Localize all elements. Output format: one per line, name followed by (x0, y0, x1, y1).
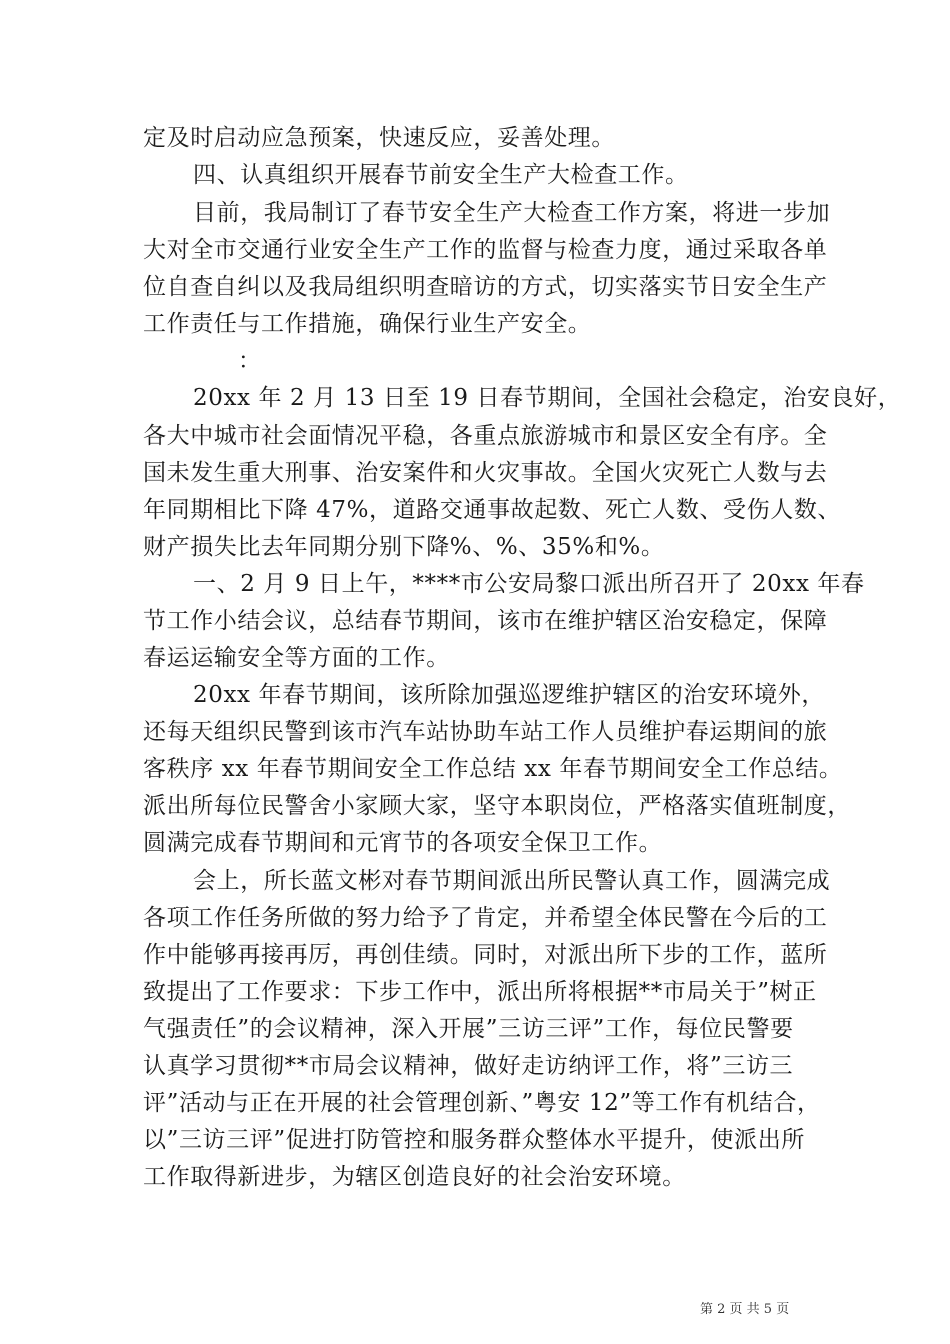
text-line: 各项工作任务所做的努力给予了肯定，并希望全体民警在今后的工 (143, 905, 828, 931)
page-number: 第 2 页 共 5 页 (700, 1302, 790, 1317)
text-line: 圆满完成春节期间和元宵节的各项安全保卫工作。 (143, 830, 663, 856)
text-line: 大对全市交通行业安全生产工作的监督与检查力度，通过采取各单 (143, 237, 828, 263)
text-line: 节工作小结会议，总结春节期间，该市在维护辖区治安稳定，保障 (143, 608, 828, 634)
section-heading: 四、认真组织开展春节前安全生产大检查工作。 (193, 162, 689, 188)
text-line: 认真学习贯彻**市局会议精神，做好走访纳评工作，将”三访三 (143, 1053, 794, 1079)
text-line: 20xx 年 2 月 13 日至 19 日春节期间，全国社会稳定，治安良好， (193, 385, 902, 411)
text-line: 年同期相比下降 47%，道路交通事故起数、死亡人数、受伤人数、 (143, 497, 842, 523)
text-line: ： (238, 348, 262, 374)
text-line: 气强责任”的会议精神，深入开展”三访三评”工作，每位民警要 (143, 1016, 794, 1042)
text-line: 作中能够再接再厉，再创佳绩。同时，对派出所下步的工作，蓝所 (143, 942, 828, 968)
text-line: 一、2 月 9 日上午，****市公安局黎口派出所召开了 20xx 年春 (193, 571, 865, 597)
text-line: 评”活动与正在开展的社会管理创新、”粤安 12”等工作有机结合， (143, 1090, 821, 1116)
text-line: 国未发生重大刑事、治安案件和火灾事故。全国火灾死亡人数与去 (143, 460, 828, 486)
text-line: 定及时启动应急预案，快速反应，妥善处理。 (143, 125, 615, 151)
text-line: 以”三访三评”促进打防管控和服务群众整体水平提升，使派出所 (143, 1127, 805, 1153)
text-line: 会上，所长蓝文彬对春节期间派出所民警认真工作，圆满完成 (193, 868, 831, 894)
text-line: 工作取得新进步，为辖区创造良好的社会治安环境。 (143, 1164, 686, 1190)
text-line: 位自查自纠以及我局组织明查暗访的方式，切实落实节日安全生产 (143, 274, 828, 300)
text-line: 派出所每位民警舍小家顾大家，坚守本职岗位，严格落实值班制度， (143, 793, 851, 819)
text-line: 客秩序 xx 年春节期间安全工作总结 xx 年春节期间安全工作总结。 (143, 756, 843, 782)
text-line: 还每天组织民警到该市汽车站协助车站工作人员维护春运期间的旅 (143, 719, 828, 745)
text-line: 财产损失比去年同期分别下降%、%、35%和%。 (143, 534, 665, 560)
text-line: 20xx 年春节期间，该所除加强巡逻维护辖区的治安环境外， (193, 682, 825, 708)
text-line: 工作责任与工作措施，确保行业生产安全。 (143, 311, 592, 337)
text-line: 目前，我局制订了春节安全生产大检查工作方案，将进一步加 (193, 200, 831, 226)
text-line: 致提出了工作要求：下步工作中，派出所将根据**市局关于”树正 (143, 979, 817, 1005)
text-line: 春运运输安全等方面的工作。 (143, 645, 450, 671)
text-line: 各大中城市社会面情况平稳，各重点旅游城市和景区安全有序。全 (143, 423, 828, 449)
